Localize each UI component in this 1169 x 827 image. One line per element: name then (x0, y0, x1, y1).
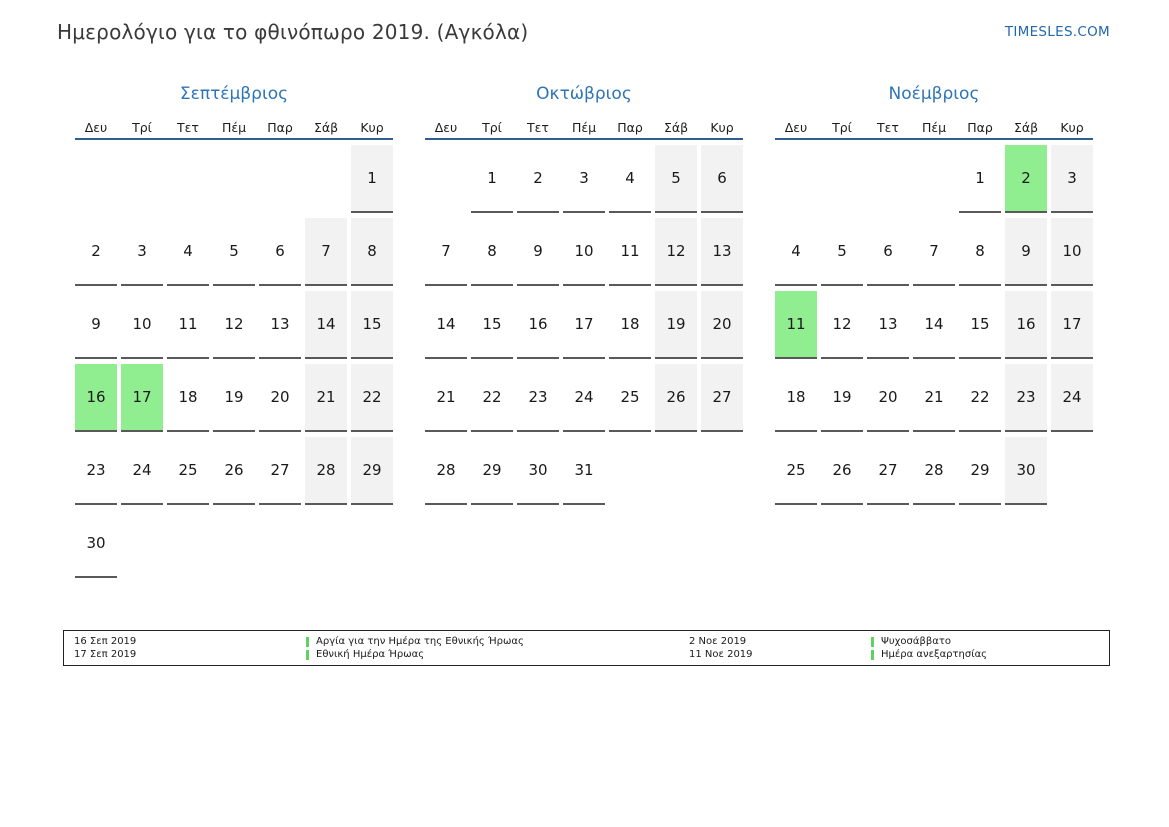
empty-cell (701, 437, 743, 505)
day-cell: 8 (471, 218, 513, 286)
day-cell: 21 (913, 364, 955, 432)
day-cell: 7 (913, 218, 955, 286)
day-cell: 13 (867, 291, 909, 359)
day-cell: 9 (1005, 218, 1047, 286)
day-cell: 20 (701, 291, 743, 359)
day-cell: 3 (1051, 145, 1093, 213)
empty-cell (121, 510, 163, 578)
month-title: Σεπτέμβριος (179, 84, 289, 104)
day-cell: 6 (701, 145, 743, 213)
day-cell: 15 (351, 291, 393, 359)
month-title: Νοέμβριος (888, 84, 980, 104)
day-cell: 28 (913, 437, 955, 505)
legend-entry (871, 648, 987, 661)
month-calendar (425, 82, 743, 505)
legend-label: Ημέρα ανεξαρτησίας (881, 649, 988, 660)
day-cell: 29 (351, 437, 393, 505)
day-grid (775, 145, 1093, 505)
empty-cell (213, 510, 255, 578)
weekday-label: Δευ (434, 120, 458, 135)
day-cell: 27 (259, 437, 301, 505)
day-grid (75, 145, 393, 578)
day-cell: 19 (821, 364, 863, 432)
empty-cell (655, 437, 697, 505)
day-cell: 17 (563, 291, 605, 359)
day-cell: 6 (867, 218, 909, 286)
day-cell: 31 (563, 437, 605, 505)
day-cell: 4 (609, 145, 651, 213)
day-cell: 5 (821, 218, 863, 286)
empty-cell (305, 510, 347, 578)
empty-cell (213, 145, 255, 213)
weekday-label: Δευ (84, 120, 108, 135)
empty-cell (867, 145, 909, 213)
day-cell: 19 (213, 364, 255, 432)
day-cell: 14 (305, 291, 347, 359)
day-cell: 13 (259, 291, 301, 359)
day-cell: 1 (351, 145, 393, 213)
legend-date: 16 Σεπ 2019 (74, 636, 137, 647)
day-cell: 21 (305, 364, 347, 432)
empty-cell (305, 145, 347, 213)
day-cell: 1 (959, 145, 1001, 213)
day-cell: 11 (609, 218, 651, 286)
day-cell: 2 (75, 218, 117, 286)
weekday-label: Σάβ (1013, 120, 1039, 135)
page-title: Ημερολόγιο για το φθινόπωρο 2019. (Αγκόλα) (57, 20, 529, 44)
legend-labels-column (871, 635, 987, 661)
empty-cell (75, 145, 117, 213)
day-cell: 22 (471, 364, 513, 432)
day-cell: 26 (213, 437, 255, 505)
day-cell: 24 (121, 437, 163, 505)
legend-dates-column (689, 635, 753, 661)
empty-cell (609, 437, 651, 505)
day-cell: 27 (867, 437, 909, 505)
day-cell: 15 (471, 291, 513, 359)
weekday-label: Τρί (482, 120, 502, 135)
legend-entry (306, 648, 524, 661)
day-cell: 30 (1005, 437, 1047, 505)
weekday-label: Παρ (267, 120, 293, 135)
day-cell: 8 (351, 218, 393, 286)
legend-label: Αργία για την Ημέρα της Εθνικής Ήρωας (316, 636, 524, 647)
day-cell: 29 (959, 437, 1001, 505)
day-grid (425, 145, 743, 505)
day-cell: 6 (259, 218, 301, 286)
day-cell: 18 (167, 364, 209, 432)
timesles-link[interactable]: TIMESLES.COM (1004, 24, 1110, 40)
month-calendar (775, 82, 1093, 505)
weekday-label: Σάβ (313, 120, 339, 135)
legend-labels-column (306, 635, 524, 661)
weekday-label: Κυρ (360, 120, 384, 135)
day-cell: 13 (701, 218, 743, 286)
weekday-header (775, 120, 1093, 140)
day-cell: 1 (471, 145, 513, 213)
day-cell: 3 (563, 145, 605, 213)
day-cell: 20 (259, 364, 301, 432)
legend-label: Ψυχοσάββατο (881, 636, 951, 647)
empty-cell (259, 145, 301, 213)
day-cell: 30 (75, 510, 117, 578)
day-cell: 11 (167, 291, 209, 359)
day-cell: 14 (913, 291, 955, 359)
day-cell: 4 (775, 218, 817, 286)
weekday-label: Παρ (617, 120, 643, 135)
empty-cell (775, 145, 817, 213)
holiday-marker-icon (871, 637, 874, 647)
legend-entry (871, 635, 987, 648)
empty-cell (1051, 437, 1093, 505)
day-cell: 22 (351, 364, 393, 432)
empty-cell (425, 145, 467, 213)
holiday-marker-icon (871, 650, 874, 660)
day-cell: 16 (1005, 291, 1047, 359)
legend-date: 11 Νοε 2019 (689, 649, 753, 660)
legend-label: Εθνική Ημέρα Ήρωας (316, 649, 425, 660)
day-cell: 10 (121, 291, 163, 359)
day-cell: 25 (609, 364, 651, 432)
day-cell: 5 (655, 145, 697, 213)
weekday-label: Τρί (132, 120, 152, 135)
day-cell: 7 (425, 218, 467, 286)
day-cell: 28 (425, 437, 467, 505)
weekday-label: Τετ (177, 120, 199, 135)
day-cell: 26 (821, 437, 863, 505)
holiday-marker-icon (306, 650, 309, 660)
day-cell: 18 (775, 364, 817, 432)
day-cell: 10 (1051, 218, 1093, 286)
day-cell: 4 (167, 218, 209, 286)
weekday-label: Παρ (967, 120, 993, 135)
holiday-marker-icon (306, 637, 309, 647)
legend-date: 17 Σεπ 2019 (74, 649, 137, 660)
day-cell: 25 (775, 437, 817, 505)
day-cell: 14 (425, 291, 467, 359)
legend-date: 2 Νοε 2019 (689, 636, 747, 647)
empty-cell (121, 145, 163, 213)
day-cell: 27 (701, 364, 743, 432)
day-cell: 7 (305, 218, 347, 286)
legend-entry (306, 635, 524, 648)
day-cell: 22 (959, 364, 1001, 432)
empty-cell (259, 510, 301, 578)
day-cell: 8 (959, 218, 1001, 286)
day-cell: 10 (563, 218, 605, 286)
empty-cell (913, 145, 955, 213)
weekday-label: Τρί (832, 120, 852, 135)
day-cell: 24 (563, 364, 605, 432)
day-cell: 23 (1005, 364, 1047, 432)
month-title: Οκτώβριος (536, 84, 632, 104)
legend-dates-column (74, 635, 136, 661)
day-cell: 12 (821, 291, 863, 359)
weekday-label: Σάβ (663, 120, 689, 135)
day-cell: 28 (305, 437, 347, 505)
day-cell: 23 (517, 364, 559, 432)
day-cell: 3 (121, 218, 163, 286)
weekday-label: Πέμ (921, 120, 947, 135)
empty-cell (167, 145, 209, 213)
day-cell: 19 (655, 291, 697, 359)
day-cell: 12 (213, 291, 255, 359)
day-cell: 18 (609, 291, 651, 359)
weekday-label: Τετ (527, 120, 549, 135)
month-calendar (75, 82, 393, 578)
day-cell: 9 (517, 218, 559, 286)
day-cell: 2 (517, 145, 559, 213)
day-cell: 23 (75, 437, 117, 505)
day-cell: 21 (425, 364, 467, 432)
weekday-label: Κυρ (710, 120, 734, 135)
day-cell: 26 (655, 364, 697, 432)
day-cell: 17 (121, 364, 163, 432)
day-cell: 17 (1051, 291, 1093, 359)
legend-box (63, 630, 1110, 666)
day-cell: 16 (75, 364, 117, 432)
day-cell: 20 (867, 364, 909, 432)
weekday-header (425, 120, 743, 140)
day-cell: 29 (471, 437, 513, 505)
weekday-label: Πέμ (571, 120, 597, 135)
day-cell: 25 (167, 437, 209, 505)
day-cell: 11 (775, 291, 817, 359)
weekday-label: Δευ (784, 120, 808, 135)
empty-cell (167, 510, 209, 578)
weekday-header (75, 120, 393, 140)
weekday-label: Κυρ (1060, 120, 1084, 135)
day-cell: 9 (75, 291, 117, 359)
empty-cell (821, 145, 863, 213)
day-cell: 12 (655, 218, 697, 286)
empty-cell (351, 510, 393, 578)
day-cell: 30 (517, 437, 559, 505)
day-cell: 2 (1005, 145, 1047, 213)
weekday-label: Τετ (877, 120, 899, 135)
day-cell: 15 (959, 291, 1001, 359)
day-cell: 5 (213, 218, 255, 286)
day-cell: 16 (517, 291, 559, 359)
day-cell: 24 (1051, 364, 1093, 432)
weekday-label: Πέμ (221, 120, 247, 135)
